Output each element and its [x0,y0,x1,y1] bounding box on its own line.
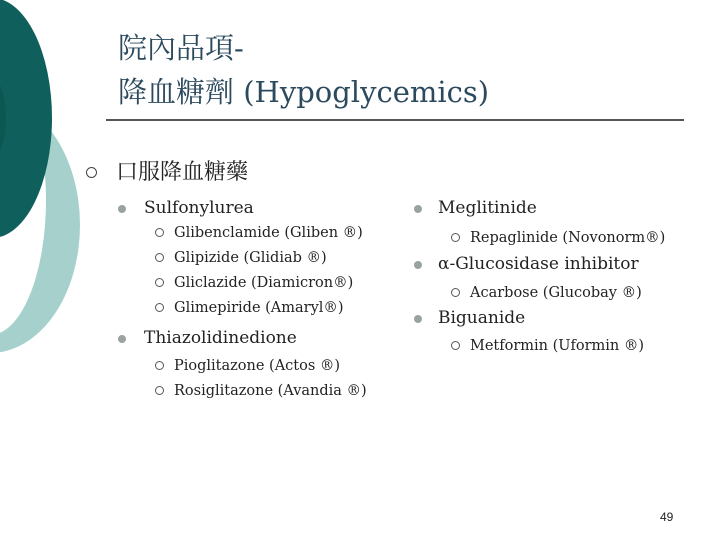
class-heading-thiazolidinedione: Thiazolidinedione [144,328,297,348]
bullet-dot-icon [118,335,126,343]
hollow-circle-bullet-icon [155,253,164,262]
bullet-dot-icon [414,205,422,213]
hollow-circle-bullet-icon [86,167,97,178]
bullet-dot-icon [414,315,422,323]
drug-item: Acarbose (Glucobay ®) [470,285,642,301]
slide-title [118,26,489,114]
class-heading-meglitinide: Meglitinide [438,198,537,218]
hollow-circle-bullet-icon [155,278,164,287]
drug-item: Repaglinide (Novonorm®) [470,230,666,246]
title-line-1: 院內品項- [118,31,244,65]
bullet-dot-icon [414,261,422,269]
section-label: 口服降血糖藥 [116,160,249,185]
bullet-dot-icon [118,205,126,213]
drug-item: Rosiglitazone (Avandia ®) [174,383,367,399]
class-heading-biguanide: Biguanide [438,308,526,328]
hollow-circle-bullet-icon [155,386,164,395]
class-heading-sulfonylurea: Sulfonylurea [144,198,254,218]
title-divider [106,119,684,121]
title-line-2: 降血糖劑 (Hypoglycemics) [118,75,490,109]
class-heading-alpha-glucosidase: α-Glucosidase inhibitor [438,254,639,274]
hollow-circle-bullet-icon [451,288,460,297]
hollow-circle-bullet-icon [451,341,460,350]
drug-item: Glibenclamide (Gliben ®) [174,225,363,241]
drug-item: Glimepiride (Amaryl®) [174,300,344,316]
hollow-circle-bullet-icon [155,303,164,312]
hollow-circle-bullet-icon [451,233,460,242]
drug-item: Metformin (Uformin ®) [470,338,645,354]
hollow-circle-bullet-icon [155,361,164,370]
drug-item: Gliclazide (Diamicron®) [174,275,354,291]
drug-item: Pioglitazone (Actos ®) [174,358,341,374]
page-number: 49 [660,510,674,524]
drug-item: Glipizide (Glidiab ®) [174,250,327,266]
hollow-circle-bullet-icon [155,228,164,237]
